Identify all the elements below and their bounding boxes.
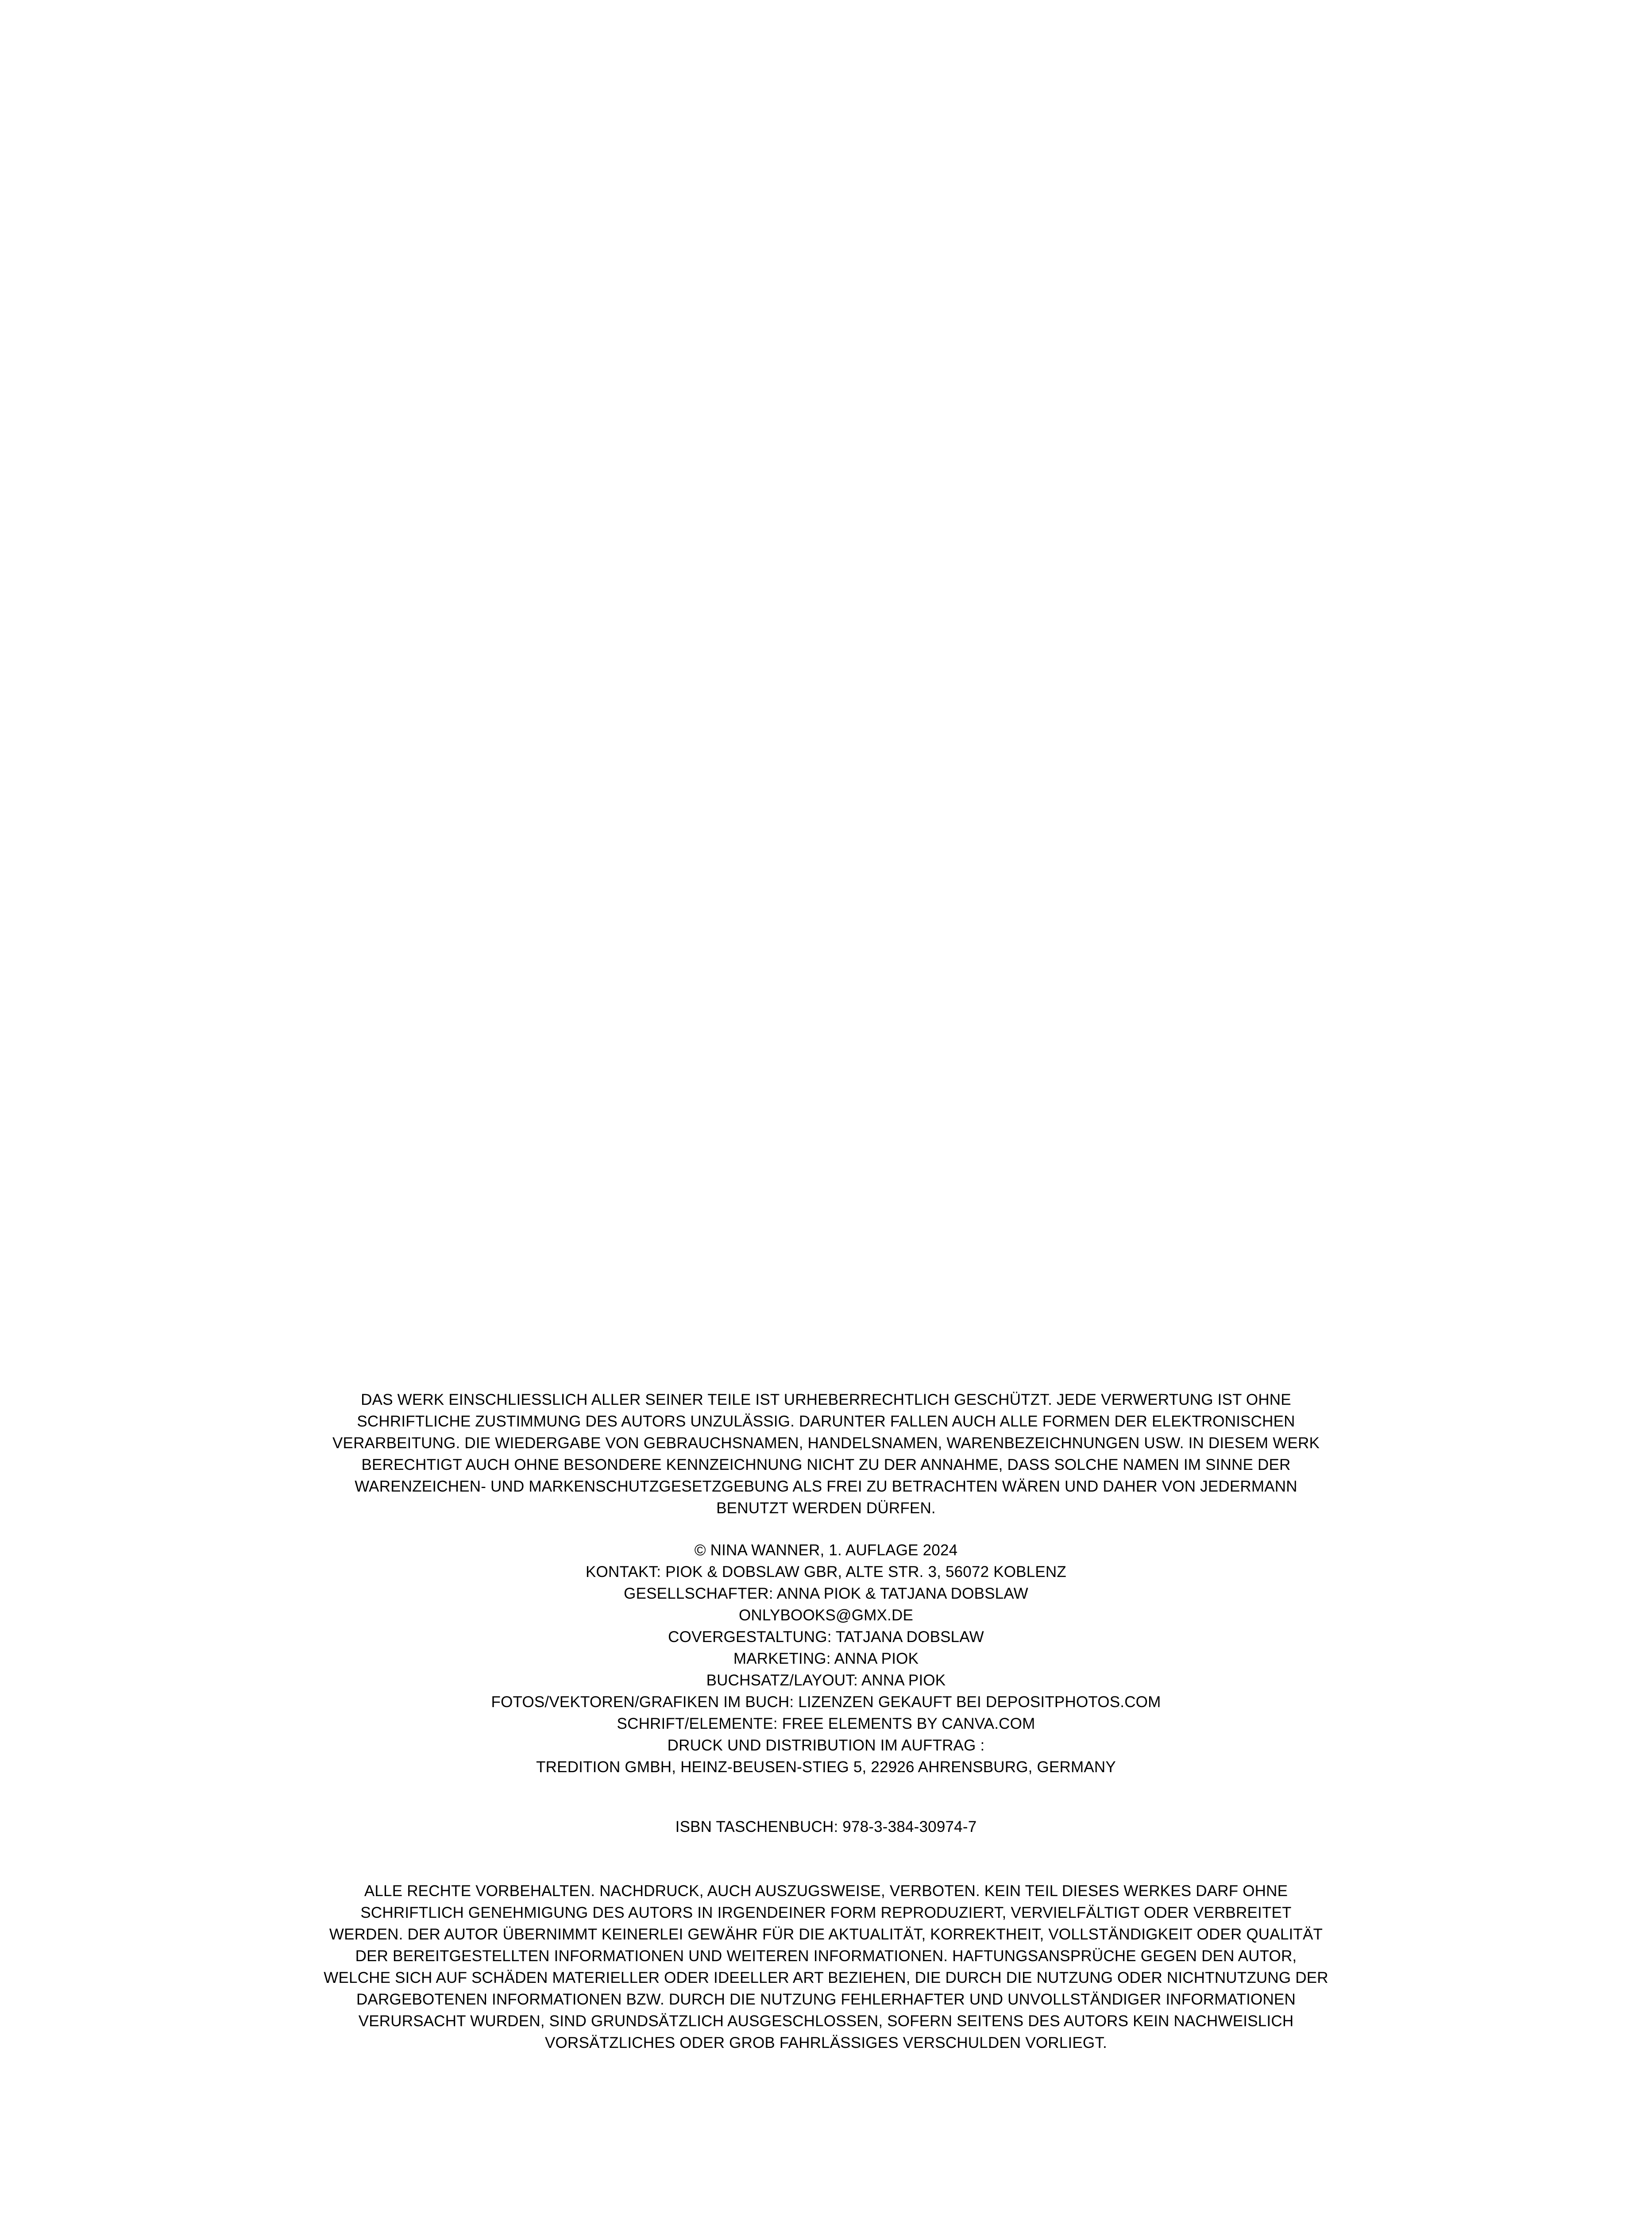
partners: GESELLSCHAFTER: ANNA PIOK & TATJANA DOBSLAW (624, 1585, 1028, 1602)
copyright-notice-line: VERARBEITUNG. DIE WIEDERGABE VON GEBRAUCHSNAMEN, HANDELSNAMEN, WARENBEZEICHNUNGEN USW. IN DIESEM WERK (332, 1434, 1320, 1452)
copyright-notice-line: BENUTZT WERDEN DÜRFEN. (716, 1500, 936, 1517)
disclaimer-line: WELCHE SICH AUF SCHÄDEN MATERIELLER ODER IDEELLER ART BEZIEHEN, DIE DURCH DIE NUTZUNG ODER NICHTNUTZUNG DER (324, 1969, 1328, 1986)
email-address: ONLYBOOKS@GMX.DE (739, 1607, 913, 1624)
printing-label: DRUCK UND DISTRIBUTION IM AUFTRAG : (667, 1737, 985, 1754)
copyright-notice-line: BERECHTIGT AUCH OHNE BESONDERE KENNZEICHNUNG NICHT ZU DER ANNAHME, DASS SOLCHE NAMEN IM SINNE DER (361, 1456, 1291, 1473)
disclaimer-line: VORSÄTZLICHES ODER GROB FAHRLÄSSIGES VERSCHULDEN VORLIEGT. (545, 2034, 1107, 2051)
copyright-notice-line: DAS WERK EINSCHLIESSLICH ALLER SEINER TEILE IST URHEBERRECHTLICH GESCHÜTZT. JEDE VERWERTUNG IST OHNE (361, 1391, 1291, 1408)
font-elements-credit: SCHRIFT/ELEMENTE: FREE ELEMENTS BY CANVA.COM (617, 1715, 1035, 1732)
isbn: ISBN TASCHENBUCH: 978-3-384-30974-7 (675, 1818, 977, 1835)
copyright-notice-line: WARENZEICHEN- UND MARKENSCHUTZGESETZGEBUNG ALS FREI ZU BETRACHTEN WÄREN UND DAHER VON JEDERMANN (355, 1478, 1297, 1495)
marketing-credit: MARKETING: ANNA PIOK (733, 1650, 919, 1667)
disclaimer-line: WERDEN. DER AUTOR ÜBERNIMMT KEINERLEI GEWÄHR FÜR DIE AKTUALITÄT, KORREKTHEIT, VOLLSTÄNDIGKEIT ODER QUALITÄT (329, 1926, 1323, 1943)
copyright-notice (292, 1389, 1360, 1519)
copyright-notice-line: SCHRIFTLICHE ZUSTIMMUNG DES AUTORS UNZULÄSSIG. DARUNTER FALLEN AUCH ALLE FORMEN DER ELEKTRONISCHEN (357, 1413, 1295, 1430)
disclaimer-line: DARGEBOTENEN INFORMATIONEN BZW. DURCH DIE NUTZUNG FEHLERHAFTER UND UNVOLLSTÄNDIGER INFORMATIONEN (356, 1991, 1296, 2008)
publication-credits (292, 1539, 1360, 1778)
isbn-block (292, 1816, 1360, 1838)
cover-design-credit: COVERGESTALTUNG: TATJANA DOBSLAW (668, 1628, 984, 1646)
contact-address: KONTAKT: PIOK & DOBSLAW GBR, ALTE STR. 3, 56072 KOBLENZ (586, 1563, 1066, 1581)
layout-credit: BUCHSATZ/LAYOUT: ANNA PIOK (706, 1672, 946, 1689)
author-edition: © NINA WANNER, 1. AUFLAGE 2024 (694, 1542, 958, 1559)
disclaimer-line: VERURSACHT WURDEN, SIND GRUNDSÄTZLICH AUSGESCHLOSSEN, SOFERN SEITENS DES AUTORS KEIN NACHWEISLICH (358, 2013, 1294, 2030)
image-license-credit: FOTOS/VEKTOREN/GRAFIKEN IM BUCH: LIZENZEN GEKAUFT BEI DEPOSITPHOTOS.COM (491, 1693, 1161, 1711)
printer-address: TREDITION GMBH, HEINZ-BEUSEN-STIEG 5, 22926 AHRENSBURG, GERMANY (536, 1758, 1116, 1776)
disclaimer (292, 1880, 1360, 2054)
disclaimer-line: ALLE RECHTE VORBEHALTEN. NACHDRUCK, AUCH AUSZUGSWEISE, VERBOTEN. KEIN TEIL DIESES WERKES DARF OHNE (364, 1882, 1288, 1900)
disclaimer-line: DER BEREITGESTELLTEN INFORMATIONEN UND WEITEREN INFORMATIONEN. HAFTUNGSANSPRÜCHE GEGEN DEN AUTOR, (355, 1947, 1297, 1965)
disclaimer-line: SCHRIFTLICH GENEHMIGUNG DES AUTORS IN IRGENDEINER FORM REPRODUZIERT, VERVIELFÄLTIGT ODER VERBREITET (360, 1904, 1292, 1921)
